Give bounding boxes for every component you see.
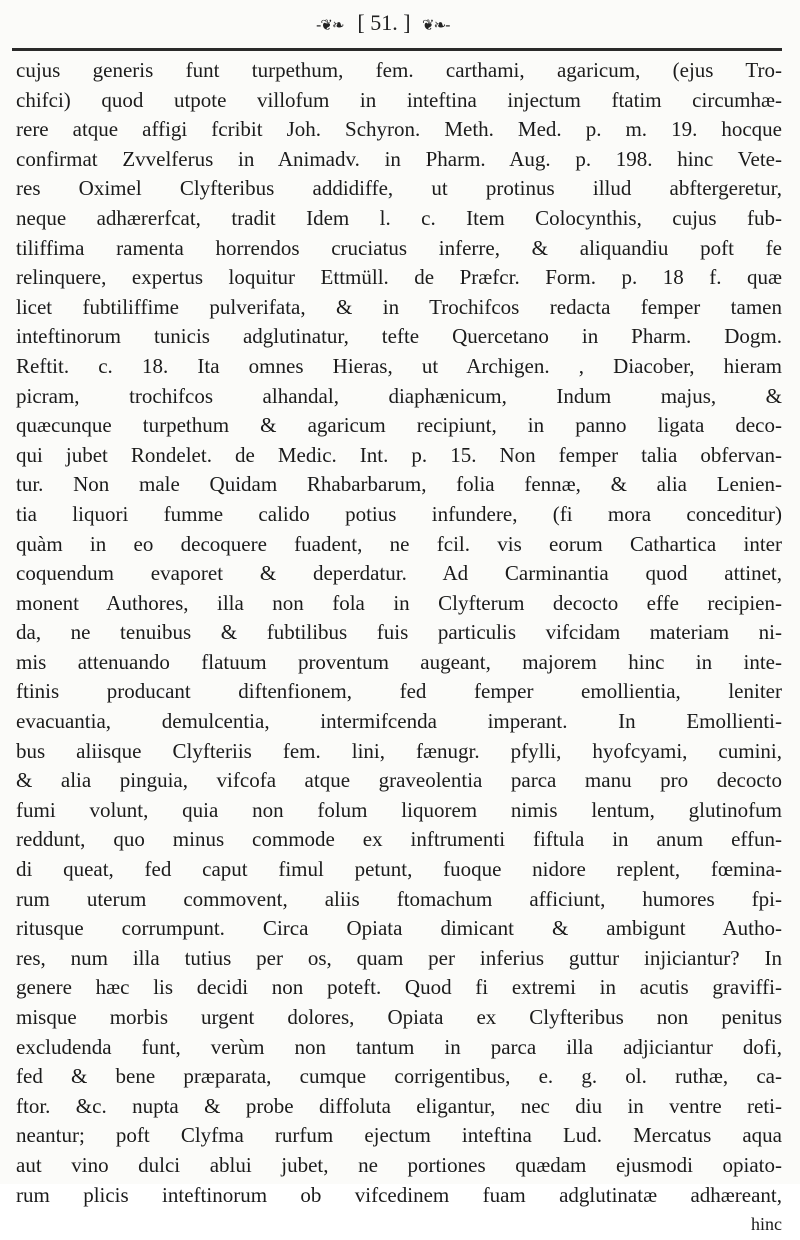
text-line: picram, trochifcos alhandal, diaphænicum, Indum majus, & xyxy=(16,383,782,408)
text-line: Reftit. c. 18. Ita omnes Hieras, ut Archigen. , Diacober, hieram xyxy=(16,353,782,378)
text-line: quæcunque turpethum & agaricum recipiunt, in panno ligata deco- xyxy=(16,413,782,438)
text-line: licet fubtiliffime pulverifata, & in Trochifcos redacta femper tamen xyxy=(16,294,782,319)
text-line: tia liquori fumme calido potius infundere, (fi mora conceditur) xyxy=(16,501,782,526)
text-line: neantur; poft Clyfma rurfum ejectum inteftina Lud. Mercatus aqua xyxy=(16,1123,782,1148)
text-line: res Oximel Clyfteribus addidiffe, ut protinus illud abftergeretur, xyxy=(16,176,782,201)
catchword: hinc xyxy=(751,1214,782,1235)
text-line: confirmat Zvvelferus in Animadv. in Pharm. Aug. p. 198. hinc Vete- xyxy=(16,146,782,171)
text-line: di queat, fed caput fimul petunt, fuoque nidore replent, fœmina- xyxy=(16,857,782,882)
text-line: tur. Non male Quidam Rhabarbarum, folia fennæ, & alia Lenien- xyxy=(16,472,782,497)
text-line: da, ne tenuibus & fubtilibus fuis particulis vifcidam materiam ni- xyxy=(16,620,782,645)
text-line: evacuantia, demulcentia, intermifcenda imperant. In Emollienti- xyxy=(16,709,782,734)
text-line: fumi volunt, quia non folum liquorem nimis lentum, glutinofum xyxy=(16,797,782,822)
text-line: inteftinorum tunicis adglutinatur, tefte Quercetano in Pharm. Dogm. xyxy=(16,324,782,349)
text-line: relinquere, expertus loquitur Ettmüll. de Præfcr. Form. p. 18 f. quæ xyxy=(16,265,782,290)
text-line: bus aliisque Clyfteriis fem. lini, fænugr. pfylli, hyofcyami, cumini, xyxy=(16,738,782,763)
text-line: genere hæc lis decidi non poteft. Quod fi extremi in acutis graviffi- xyxy=(16,975,782,1000)
text-line: rum uterum commovent, aliis ftomachum afficiunt, humores fpi- xyxy=(16,886,782,911)
text-line: res, num illa tutius per os, quam per inferius guttur injiciantur? In xyxy=(16,945,782,970)
text-line: ftor. &c. nupta & probe diffoluta eligantur, nec diu in ventre reti- xyxy=(16,1093,782,1118)
text-line: tiliffima ramenta horrendos cruciatus inferre, & aliquandiu poft fe xyxy=(16,235,782,260)
text-line: mis attenuando flatuum proventum augeant, majorem hinc in inte- xyxy=(16,649,782,674)
text-line: misque morbis urgent dolores, Opiata ex Clyfteribus non penitus xyxy=(16,1005,782,1029)
header-ornament-right: ❦❧- xyxy=(422,16,450,34)
text-line: chifci) quod utpote villofum in inteftina injectum ftatim circumhæ- xyxy=(16,87,782,112)
page-header xyxy=(0,6,800,46)
header-ornament-left: -❦❧ xyxy=(316,16,344,34)
header-rule xyxy=(12,48,782,51)
text-line: & alia pinguia, vifcofa atque graveolentia parca manu pro decocto xyxy=(16,768,782,793)
text-line: monent Authores, illa non fola in Clyfterum decocto effe recipien- xyxy=(16,590,782,615)
text-line: ritusque corrumpunt. Circa Opiata dimicant & ambigunt Autho- xyxy=(16,916,782,941)
text-line: cujus generis funt turpethum, fem. carthami, agaricum, (ejus Tro- xyxy=(16,58,782,82)
text-line: rere atque affigi fcribit Joh. Schyron. Meth. Med. p. m. 19. hocque xyxy=(16,117,782,142)
text-line: aut vino dulci ablui jubet, ne portiones quædam ejusmodi opiato- xyxy=(16,1152,782,1177)
text-line: excludenda funt, verùm non tantum in parca illa adjiciantur dofi, xyxy=(16,1034,782,1059)
text-line: coquendum evaporet & deperdatur. Ad Carminantia quod attinet, xyxy=(16,561,782,586)
text-line: fed & bene præparata, cumque corrigentibus, e. g. ol. ruthæ, ca- xyxy=(16,1064,782,1089)
text-line: qui jubet Rondelet. de Medic. Int. p. 15. Non femper talia obfervan- xyxy=(16,442,782,467)
text-line: quàm in eo decoquere fuadent, ne fcil. vis eorum Cathartica inter xyxy=(16,531,782,556)
text-line: ftinis producant diftenfionem, fed femper emollientia, leniter xyxy=(16,679,782,704)
page-number: [ 51. ] xyxy=(357,10,411,35)
text-line: neque adhærerfcat, tradit Idem l. c. Item Colocynthis, cujus fub- xyxy=(16,205,782,230)
text-line: reddunt, quo minus commode ex inftrumenti fiftula in anum effun- xyxy=(16,827,782,852)
text-line: rum plicis inteftinorum ob vifcedinem fuam adglutinatæ adhæreant, xyxy=(16,1182,782,1207)
body-text xyxy=(16,56,782,1240)
